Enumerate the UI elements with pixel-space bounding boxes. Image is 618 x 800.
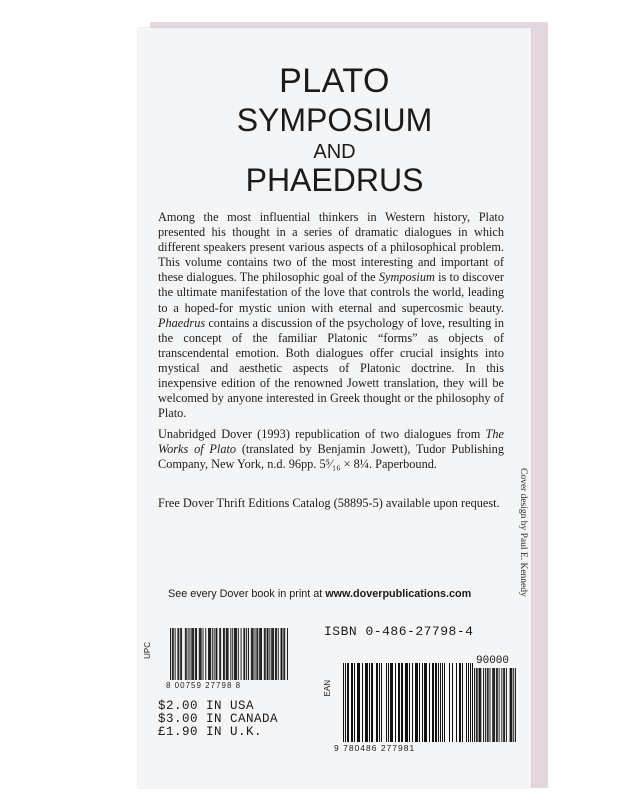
barcode-bar: [398, 663, 399, 742]
barcode-bar: [479, 668, 480, 742]
publication-note: [158, 427, 504, 472]
publication-text-1: Unabridged Dover (1993) republication of two dialogues from: [158, 427, 486, 441]
barcode-bar: [192, 628, 193, 680]
barcode-bar: [269, 628, 270, 680]
barcode-bar: [283, 628, 284, 680]
barcode-bar: [193, 628, 194, 680]
barcode-bar: [236, 628, 237, 680]
barcode-bar: [226, 628, 227, 680]
barcode-bar: [496, 668, 497, 742]
barcode-bar: [256, 628, 257, 680]
barcode-bar: [468, 663, 469, 742]
price-usa: $2.00 IN USA: [158, 699, 255, 713]
ean-barcode: [343, 663, 473, 742]
title-line-2: AND: [313, 141, 356, 163]
barcode-bar: [369, 663, 370, 742]
barcode-bar: [276, 628, 277, 680]
barcode-bar: [515, 668, 516, 742]
barcode-bar: [358, 663, 359, 742]
barcode-bar: [436, 663, 437, 742]
barcode-bar: [244, 628, 245, 680]
barcode-bar: [271, 628, 272, 680]
barcode-bar: [265, 628, 266, 680]
barcode-bar: [347, 663, 348, 742]
barcode-bar: [181, 628, 182, 680]
barcode-bar: [459, 663, 460, 742]
barcode-bar: [268, 628, 269, 680]
barcode-bar: [178, 628, 179, 680]
title-line-1: SYMPOSIUM: [236, 102, 433, 138]
barcode-bar: [493, 668, 494, 742]
barcode-bar: [438, 663, 439, 742]
barcode-bar: [248, 628, 249, 680]
barcode-bar: [432, 663, 433, 742]
barcode-bar: [487, 668, 488, 742]
barcode-bar: [504, 668, 505, 742]
description-text-3: contains a discussion of the psychology of love, resulting in the concept of the familiar Platonic “forms” as objects of transcendental emotion. Both dialogues offer crucial insights into mystical and aesthetic aspects of Platonic doctrine. In this inexpensive edition of the renowned Jowett translation, they will be welcomed by anyone interested in Greek thought or the philosophy of Plato.: [158, 315, 504, 421]
barcode-bar: [210, 628, 211, 680]
source-title: The Works of Plato: [158, 427, 504, 457]
price-addon-number: 90000: [476, 655, 510, 667]
barcode-bar: [203, 628, 204, 680]
phaedrus-title: Phaedrus: [158, 315, 206, 330]
barcode-bar: [177, 628, 178, 680]
barcode-bar: [499, 668, 500, 742]
barcode-bar: [264, 628, 265, 680]
barcode-bar: [377, 663, 378, 742]
website-url: www.doverpublications.com: [325, 588, 472, 600]
barcode-bar: [200, 628, 201, 680]
upc-label: UPC: [143, 642, 152, 659]
barcode-bar: [510, 668, 511, 742]
barcode-bar: [376, 663, 377, 742]
barcode-bar: [433, 663, 434, 742]
barcode-bar: [474, 668, 475, 742]
upc-barcode: [170, 628, 288, 680]
barcode-bar: [219, 628, 220, 680]
barcode-bar: [409, 663, 410, 742]
barcode-bar: [343, 663, 344, 742]
website-prefix: See every Dover book in print at: [168, 588, 326, 600]
barcode-bar: [234, 628, 235, 680]
barcode-bar: [449, 663, 450, 742]
barcode-bar: [348, 663, 349, 742]
barcode-bar: [230, 628, 231, 680]
barcode-bar: [435, 663, 436, 742]
barcode-bar: [209, 628, 210, 680]
barcode-bar: [381, 663, 382, 742]
description-text-1: Among the most influential thinkers in Western history, Plato presented his thought in a series of dramatic dialogues in which different speakers present various aspects of a philosophical problem. This volume contains two of the most interesting and important of these dialogues. The philosophic goal of the: [158, 210, 504, 285]
upc-number: 8 00759 27798 8: [166, 681, 242, 690]
barcode-bar: [216, 628, 217, 680]
barcode-bar: [212, 628, 213, 680]
barcode-bar: [506, 668, 507, 742]
barcode-bar: [503, 668, 504, 742]
barcode-bar: [406, 663, 407, 742]
barcode-bar: [284, 628, 285, 680]
barcode-bar: [196, 628, 197, 680]
barcode-bar: [223, 628, 224, 680]
barcode-bar: [357, 663, 358, 742]
barcode-bar: [185, 628, 186, 680]
barcode-bar: [275, 628, 276, 680]
barcode-bar: [278, 628, 279, 680]
website-line: [168, 588, 471, 600]
barcode-bar: [479, 668, 480, 742]
title-block: [138, 61, 531, 199]
barcode-bar: [416, 663, 417, 742]
barcode-bar: [399, 663, 400, 742]
isbn-number: ISBN 0-486-27798-4: [324, 624, 474, 639]
barcode-bar: [287, 628, 288, 680]
barcode-bar: [379, 663, 380, 742]
barcode-bar: [386, 663, 387, 742]
barcode-bar: [199, 628, 200, 680]
barcode-bar: [476, 668, 477, 742]
barcode-bar: [371, 663, 372, 742]
barcode-bar: [255, 628, 256, 680]
barcode-bar: [272, 628, 273, 680]
price-addon-barcode: [474, 668, 516, 742]
barcode-bar: [511, 668, 512, 742]
barcode-bar: [273, 628, 274, 680]
barcode-bar: [216, 628, 217, 680]
barcode-bar: [208, 628, 209, 680]
ean-label: EAN: [323, 680, 332, 697]
barcode-bar: [238, 628, 239, 680]
barcode-bar: [241, 628, 242, 680]
barcode-bar: [417, 663, 418, 742]
barcode-bar: [261, 628, 262, 680]
barcode-bar: [422, 663, 423, 742]
barcode-bar: [352, 663, 353, 742]
barcode-bar: [224, 628, 225, 680]
barcode-bar: [415, 663, 416, 742]
barcode-bar: [485, 668, 486, 742]
publication-text-2: (translated by Benjamin Jowett), Tudor Publishing Company, New York, n.d. 96pp. 5⁵⁄₁₆ × 8¼. Paperbound.: [158, 442, 504, 472]
barcode-bar: [267, 628, 268, 680]
barcode-bar: [372, 663, 373, 742]
barcode-bar: [462, 663, 463, 742]
barcode-bar: [243, 628, 244, 680]
barcode-bar: [354, 663, 355, 742]
price-canada: $3.00 IN CANADA: [158, 712, 279, 726]
barcode-bar: [442, 663, 443, 742]
barcode-bar: [170, 628, 171, 680]
barcode-bar: [501, 668, 502, 742]
barcode-bar: [172, 628, 173, 680]
barcode-bar: [257, 628, 258, 680]
barcode-bar: [388, 663, 389, 742]
back-cover: [138, 28, 531, 788]
barcode-bar: [366, 663, 367, 742]
barcode-bar: [407, 663, 408, 742]
barcode-bar: [251, 628, 252, 680]
barcode-bar: [424, 663, 425, 742]
barcode-bar: [513, 668, 514, 742]
barcode-bar: [205, 628, 206, 680]
barcode-bar: [351, 663, 352, 742]
barcode-bar: [390, 663, 391, 742]
barcode-bar: [235, 628, 236, 680]
catalog-note: Free Dover Thrift Editions Catalog (58895-5) available upon request.: [158, 496, 500, 510]
barcode-bar: [186, 628, 187, 680]
ean-number: 9 780486 277981: [334, 743, 416, 753]
barcode-bar: [402, 663, 403, 742]
price-list: [158, 700, 278, 739]
barcode-bar: [260, 628, 261, 680]
barcode-bar: [490, 668, 491, 742]
barcode-bar: [191, 628, 192, 680]
barcode-bar: [190, 628, 191, 680]
barcode-bar: [405, 663, 406, 742]
barcode-bar: [425, 663, 426, 742]
barcode-bar: [444, 663, 445, 742]
barcode-bar: [456, 663, 457, 742]
symposium-title: Symposium: [378, 270, 435, 285]
price-uk: £1.90 IN U.K.: [158, 725, 263, 739]
barcode-bar: [460, 663, 461, 742]
barcode-bar: [367, 663, 368, 742]
barcode-bar: [477, 668, 478, 742]
barcode-bar: [365, 663, 366, 742]
barcode-bar: [395, 663, 396, 742]
description-text-2: is to discover the ultimate manifestation of the love that controls the world, leading to a hoped-for mystic union with eternal and supercosmic beauty.: [158, 270, 504, 315]
title-line-3: PHAEDRUS: [245, 162, 424, 198]
barcode-bar: [228, 628, 229, 680]
barcode-bar: [359, 663, 360, 742]
author-name: PLATO: [279, 62, 390, 100]
barcode-bar: [483, 668, 484, 742]
barcode-bar: [466, 663, 467, 742]
barcode-bar: [494, 668, 495, 742]
barcode-bar: [362, 663, 363, 742]
barcode-bar: [345, 663, 346, 742]
cover-design-credit: Cover design by Paul E. Kennedy: [518, 468, 528, 597]
barcode-bar: [426, 663, 427, 742]
barcode-bar: [252, 628, 253, 680]
barcode-bar: [497, 668, 498, 742]
barcode-bar: [511, 668, 512, 742]
barcode-bar: [401, 663, 402, 742]
barcode-bar: [232, 628, 233, 680]
barcode-bar: [488, 668, 489, 742]
barcode-bar: [214, 628, 215, 680]
barcode-bar: [281, 628, 282, 680]
barcode-bar: [175, 628, 176, 680]
barcode-bar: [246, 628, 247, 680]
barcode-bar: [195, 628, 196, 680]
barcode-bar: [429, 663, 430, 742]
barcode-bar: [227, 628, 228, 680]
barcode-bar: [440, 663, 441, 742]
barcode-bar: [220, 628, 221, 680]
barcode-bar: [470, 663, 471, 742]
barcode-bar: [259, 628, 260, 680]
barcode-bar: [391, 663, 392, 742]
barcode-bar: [392, 663, 393, 742]
barcode-bar: [180, 628, 181, 680]
barcode-bar: [201, 628, 202, 680]
barcode-bar: [480, 668, 481, 742]
barcode-bar: [173, 628, 174, 680]
barcode-bar: [452, 663, 453, 742]
description-paragraph: [158, 210, 504, 421]
barcode-bar: [472, 663, 473, 742]
barcode-bar: [419, 663, 420, 742]
barcode-bar: [188, 628, 189, 680]
barcode-bar: [253, 628, 254, 680]
barcode-bar: [281, 628, 282, 680]
barcode-bar: [412, 663, 413, 742]
barcode-bar: [492, 668, 493, 742]
